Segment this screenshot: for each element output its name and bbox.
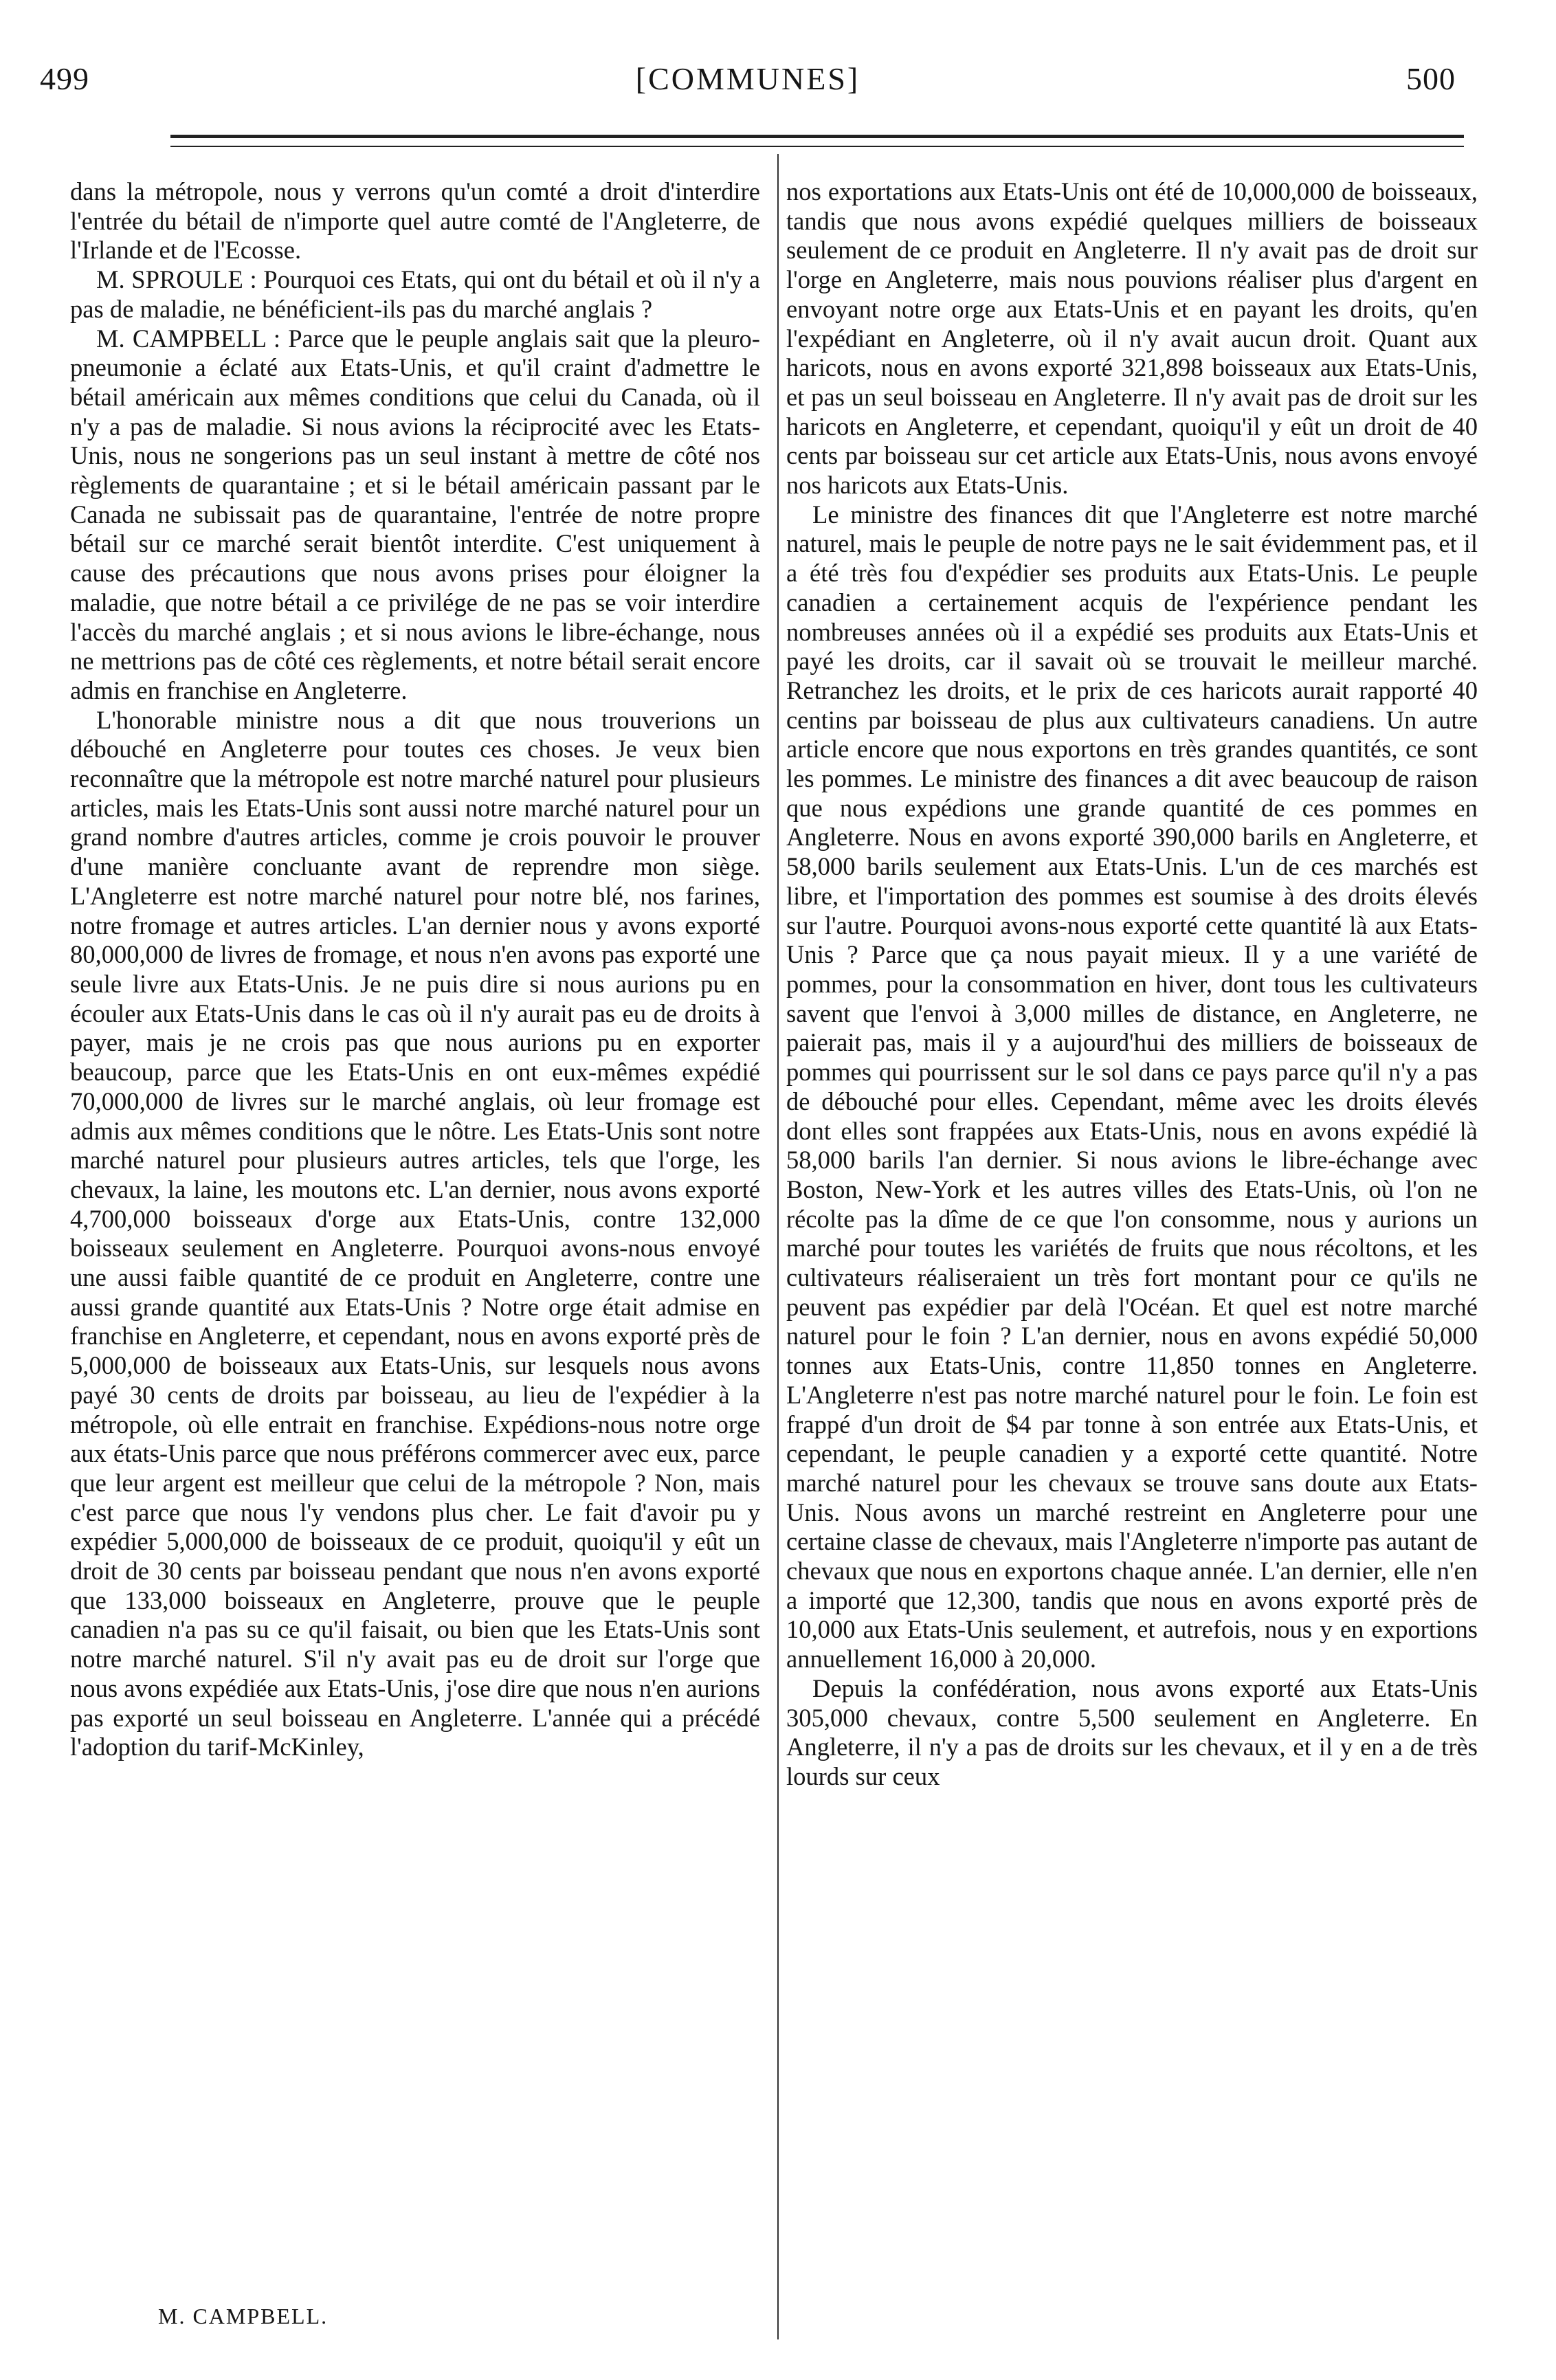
paragraph: nos exportations aux Etats-Unis ont été de 10,000,000 de boisseaux, tandis que nous avons expédié quelques milliers de boisseaux seulement de ce produit en Angleterre. Il n'y avait pas de droit sur l'orge en Angleterre, mais nous pouvions réaliser plus d'argent en envoyant notre orge aux Etats-Unis et en payant les droits, qu'en l'expédiant en Angleterre, où il n'y avait aucun droit. Quant aux haricots, nous en avons exporté 321,898 boisseaux aux Etats-Unis, et pas un seul boisseau en Angleterre. Il n'y avait pas de droit sur les haricots en Angleterre, et cependant, quoiqu'il y eût un droit de 40 cents par boisseau sur cet article aux Etats-Unis, nous avons envoyé nos haricots aux Etats-Unis. [786,177,1478,500]
left-column [70,177,760,1762]
paragraph: Le ministre des finances dit que l'Angleterre est notre marché naturel, mais le peuple de notre pays ne le sait évidemment pas, et il a été très fou d'expédier ses produits aux Etats-Unis. Le peuple canadien a certainement acquis de l'expérience pendant les nombreuses années où il a expédié ses produits aux Etats-Unis et payé les droits, car il savait où se trouvait le meilleur marché. Retranchez les droits, et le prix de ces haricots aurait rapporté 40 centins par boisseau de plus aux cultivateurs canadiens. Un autre article encore que nous exportons en très grandes quantités, ce sont les pommes. Le ministre des finances a dit avec beaucoup de raison que nous expédions une grande quantité de ces pommes en Angleterre. Nous en avons exporté 390,000 barils en Angleterre, et 58,000 barils seulement aux Etats-Unis. L'un de ces marchés est libre, et l'importation des pommes est soumise à des droits élevés sur l'autre. Pourquoi avons-nous exporté cette quantité là aux Etats-Unis ? Parce que ça nous payait mieux. Il y a une variété de pommes, pour la consommation en hiver, dont tous les cultivateurs savent que l'envoi à 3,000 milles de distance, en Angleterre, ne paierait pas, mais il y a aujourd'hui des milliers de boisseaux de pommes qui pourrissent sur le sol dans ce pays parce qu'il n'y a pas de débouché pour elles. Cependant, même avec les droits élevés dont elles sont frappées aux Etats-Unis, nous en avons expédié là 58,000 barils l'an dernier. Si nous avions le libre-échange avec Boston, New-York et les autres villes des Etats-Unis, où l'on ne récolte pas la dîme de ce que l'on consomme, nous y aurions un marché pour toutes les variétés de fruits que nous récoltons, et les cultivateurs réaliseraient un très fort montant pour ce qu'ils ne peuvent pas expédier par delà l'Océan. Et quel est notre marché naturel pour le foin ? L'an dernier, nous en avons expédié 50,000 tonnes aux Etats-Unis, contre 11,850 tonnes en Angleterre. L'Angleterre n'est pas notre marché naturel pour le foin. Le foin est frappé d'un droit de $4 par tonne à son entrée aux Etats-Unis, et cependant, le peuple canadien y a exporté cette quantité. Notre marché naturel pour les chevaux se trouve sans doute aux Etats-Unis. Nous avons un marché restreint en Angleterre pour une certaine classe de chevaux, mais l'Angleterre n'importe pas autant de chevaux que nous en exportons chaque année. L'an dernier, elle n'en a importé que 12,300, tandis que nous en avons exporté près de 10,000 aux Etats-Unis seulement, et autrefois, nous y en exportions annuellement 16,000 à 20,000. [786,500,1478,1673]
page-number-left: 499 [40,61,89,96]
page-number-right: 500 [1406,61,1456,96]
paragraph: Depuis la confédération, nous avons exporté aux Etats-Unis 305,000 chevaux, contre 5,500 seulement en Angleterre. En Angleterre, il n'y a pas de droits sur les chevaux, et il y en a de très lourds sur ceux [786,1673,1478,1790]
running-title: [COMMUNES] [635,61,860,96]
paragraph: M. SPROULE : Pourquoi ces Etats, qui ont du bétail et où il n'y a pas de maladie, ne bénéficient-ils pas du marché anglais ? [70,265,760,323]
column-divider [777,154,779,2339]
speaker-signature: M. CAMPBELL. [158,2304,329,2328]
header-rule-thin [170,146,1464,147]
page-header [40,60,1456,102]
right-column [786,177,1478,1792]
paragraph: dans la métropole, nous y verrons qu'un comté a droit d'interdire l'entrée du bétail de n'importe quel autre comté de l'Angleterre, de l'Irlande et de l'Ecosse. [70,177,760,265]
paragraph: L'honorable ministre nous a dit que nous trouverions un débouché en Angleterre pour toutes ces choses. Je veux bien reconnaître que la métropole est notre marché naturel pour plusieurs articles, mais les Etats-Unis sont aussi notre marché naturel pour un grand nombre d'autres articles, comme je crois pouvoir le prouver d'une manière concluante avant de reprendre mon siège. L'Angleterre est notre marché naturel pour notre blé, nos farines, notre fromage et autres articles. L'an dernier nous y avons exporté 80,000,000 de livres de fromage, et nous n'en avons pas exporté une seule livre aux Etats-Unis. Je ne puis dire si nous aurions pu en écouler aux Etats-Unis dans le cas où il n'y aurait pas eu de droits à payer, mais je ne crois pas que nous aurions pu en exporter beaucoup, parce que les Etats-Unis en ont eux-mêmes expédié 70,000,000 de livres sur le marché anglais, où leur fromage est admis aux mêmes conditions que le nôtre. Les Etats-Unis sont notre marché naturel pour plusieurs autres articles, tels que l'orge, les chevaux, la laine, les moutons etc. L'an dernier, nous avons exporté 4,700,000 boisseaux d'orge aux Etats-Unis, contre 132,000 boisseaux seulement en Angleterre. Pourquoi avons-nous envoyé une aussi faible quantité de ce produit en Angleterre, contre une aussi grande quantité aux Etats-Unis ? Notre orge était admise en franchise en Angleterre, et cependant, nous en avons exporté près de 5,000,000 de boisseaux aux Etats-Unis, sur lesquels nous avons payé 30 cents de droits par boisseau, au lieu de l'expédier à la métropole, où elle entrait en franchise. Expédions-nous notre orge aux états-Unis parce que nous préférons commercer avec eux, parce que leur argent est meilleur que celui de la métropole ? Non, mais c'est parce que nous l'y vendons plus cher. Le fait d'avoir pu y expédier 5,000,000 de boisseaux de ce produit, quoiqu'il y eût un droit de 30 cents par boisseau pendant que nous n'en avons exporté que 133,000 boisseaux en Angleterre, prouve que le peuple canadien n'a pas su ce qu'il faisait, ou bien que les Etats-Unis sont notre marché naturel. S'il n'y avait pas eu de droit sur l'orge que nous avons expédiée aux Etats-Unis, j'ose dire que nous n'en aurions pas exporté un seul boisseau en Angleterre. L'année qui a précédé l'adoption du tarif-McKinley, [70,705,760,1761]
paragraph: M. CAMPBELL : Parce que le peuple anglais sait que la pleuro-pneumonie a éclaté aux Etats-Unis, et qu'il craint d'admettre le bétail américain aux mêmes conditions que celui du Canada, où il n'y a pas de maladie. Si nous avions la réciprocité avec les Etats-Unis, nous ne songerions pas un seul instant à mettre de côté nos règlements de quarantaine ; et si le bétail américain passant par le Canada ne subissait pas de quarantaine, l'entrée de notre propre bétail sur ce marché serait bientôt interdite. C'est uniquement à cause des précautions que nous avons prises pour éloigner la maladie, que notre bétail a ce privilége de ne pas se voir interdire l'accès du marché anglais ; et si nous avions le libre-échange, nous ne mettrions pas de côté ces règlements, et notre bétail serait encore admis en franchise en Angleterre. [70,324,760,704]
header-rule-thick [170,135,1464,138]
